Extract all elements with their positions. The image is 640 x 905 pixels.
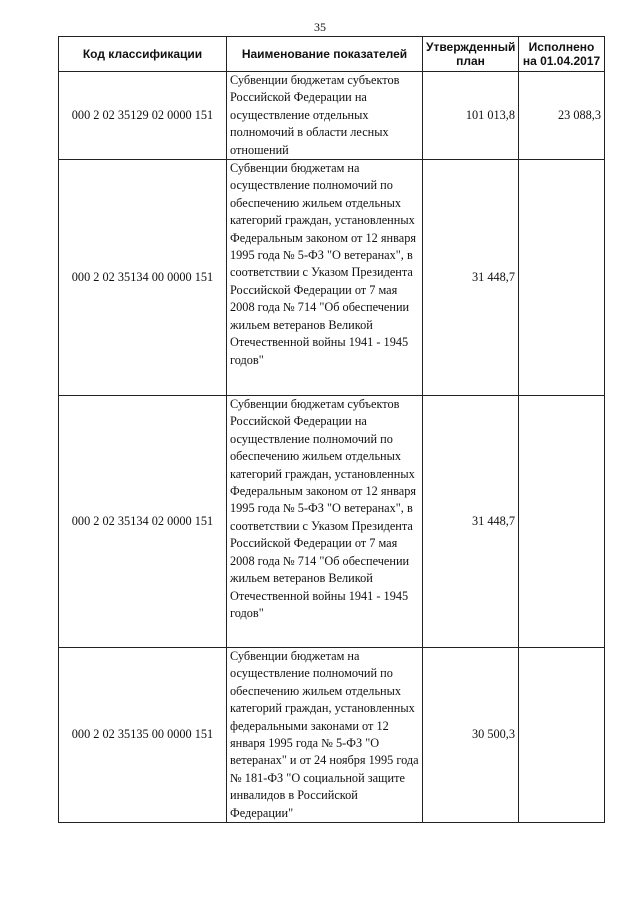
table-row <box>59 396 605 648</box>
table-header-row <box>59 37 605 72</box>
row-plan: 30 500,3 <box>423 648 519 823</box>
row-executed <box>519 648 605 823</box>
row-executed <box>519 396 605 648</box>
row-code: 000 2 02 35134 00 0000 151 <box>59 160 227 396</box>
row-code: 000 2 02 35134 02 0000 151 <box>59 396 227 648</box>
table-row <box>59 160 605 396</box>
table-row <box>59 648 605 823</box>
row-name: Субвенции бюджетам на осуществление полномочий по обеспечению жильем отдельных категорий граждан, установленных федеральными законами от 12 января 1995 года № 5-ФЗ "О ветеранах" и от 24 ноября 1995 года № 181-ФЗ "О социальной защите инвалидов в Российской Федерации" <box>227 648 423 823</box>
row-name: Субвенции бюджетам субъектов Российской Федерации на осуществление отдельных полномочий в области лесных отношений <box>227 72 423 160</box>
header-name: Наименование показателей <box>227 37 423 72</box>
row-name: Субвенции бюджетам на осуществление полномочий по обеспечению жильем отдельных категорий граждан, установленных Федеральным законом от 12 января 1995 года № 5-ФЗ "О ветеранах", в соответствии с Указом Президента Российской Федерации от 7 мая 2008 года № 714 "Об обеспечении жильем ветеранов Великой Отечественной войны 1941 - 1945 годов" <box>227 160 423 396</box>
row-plan: 31 448,7 <box>423 160 519 396</box>
header-plan: Утвержденный план <box>423 37 519 72</box>
page-number: 35 <box>314 20 326 34</box>
budget-table <box>58 36 605 823</box>
row-executed: 23 088,3 <box>519 72 605 160</box>
row-executed <box>519 160 605 396</box>
row-plan: 101 013,8 <box>423 72 519 160</box>
row-plan: 31 448,7 <box>423 396 519 648</box>
row-name: Субвенции бюджетам субъектов Российской Федерации на осуществление полномочий по обеспечению жильем отдельных категорий граждан, установленных Федеральным законом от 12 января 1995 года № 5-ФЗ "О ветеранах", в соответствии с Указом Президента Российской Федерации от 7 мая 2008 года № 714 "Об обеспечении жильем ветеранов Великой Отечественной войны 1941 - 1945 годов" <box>227 396 423 648</box>
header-executed: Исполнено на 01.04.2017 <box>519 37 605 72</box>
row-code: 000 2 02 35129 02 0000 151 <box>59 72 227 160</box>
table-row <box>59 72 605 160</box>
header-code: Код классификации <box>59 37 227 72</box>
row-code: 000 2 02 35135 00 0000 151 <box>59 648 227 823</box>
